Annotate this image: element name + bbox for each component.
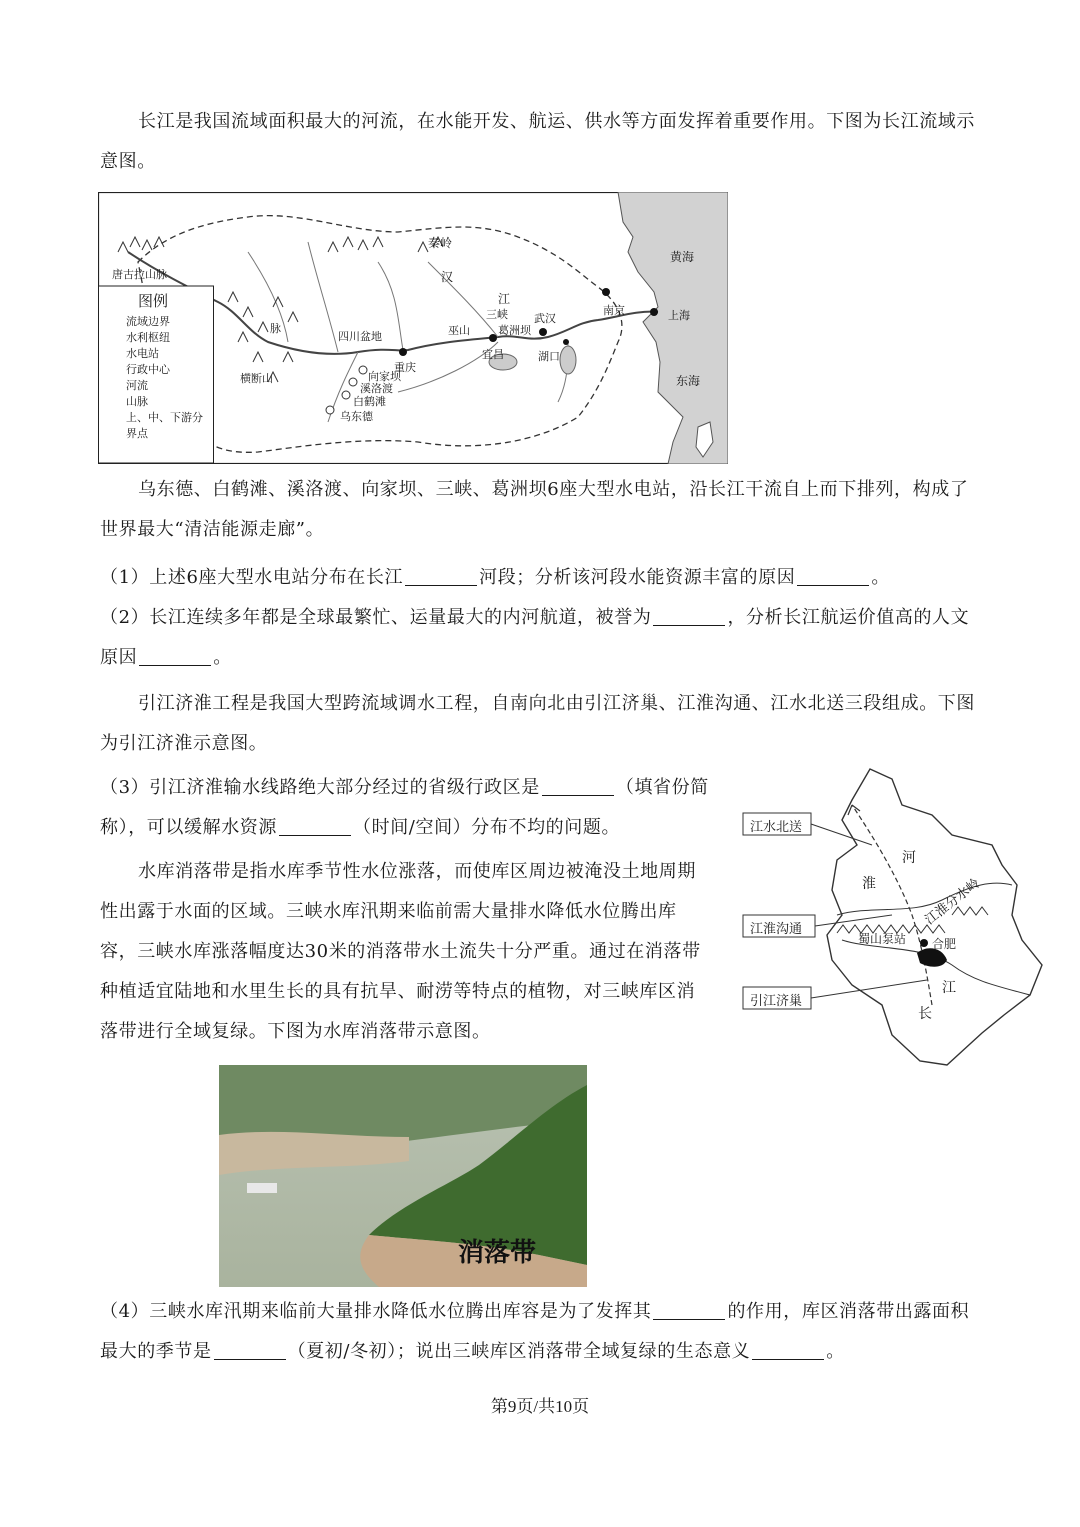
diversion-map <box>742 765 1044 1073</box>
hydropower-text: 乌东德、白鹤滩、溪洛渡、向家坝、三峡、葛洲坝6座大型水电站，沿长江干流自上而下排列，构成了世界最大“清洁能源走廊”。 <box>100 479 969 540</box>
q3-part-a: （3）引江济淮输水线路绝大部分经过的省级行政区是 <box>100 777 540 798</box>
photo-caption: 消落带 <box>457 1238 536 1268</box>
drawdown-zone-text: 水库消落带是指水库季节性水位涨落，而使库区周边被淹没土地周期性出露于水面的区域。三峡水库汛期来临前需大量排水降低水位腾出库容，三峡水库涨落幅度达30米的消落带水土流失十分严重。通过在消落带种植适宜陆地和水里生长的具有抗旱、耐涝等特点的植物，对三峡库区消落带进行全域复绿。下图为水库消落带示意图。 <box>100 861 701 1042</box>
q2-blank-1[interactable] <box>653 607 725 626</box>
q3-part-b: （填省份简称），可以缓解水资源 <box>100 777 709 838</box>
label-gezhouba: 葛洲坝 <box>498 324 531 337</box>
label-sichuan-basin: 四川盆地 <box>338 330 382 343</box>
q4-part-b: 的作用，库区消落带出露面积最大的季节是 <box>100 1301 970 1362</box>
question-3 <box>100 768 712 848</box>
drawdown-zone-paragraph <box>100 852 712 1052</box>
q4-part-d: 。 <box>826 1341 845 1362</box>
legend-list <box>106 314 206 442</box>
question-4 <box>100 1292 980 1372</box>
label-hefei: 合肥 <box>932 937 957 951</box>
page-footer: 第9页/共10页 <box>490 1397 590 1416</box>
q3-blank-2[interactable] <box>279 817 351 836</box>
label-qinling: 秦岭 <box>428 236 453 250</box>
legend-title: 图例 <box>138 292 169 310</box>
legend-item-hydro: 水电站 <box>126 347 159 360</box>
intro-paragraph <box>100 102 980 182</box>
q1-blank-1[interactable] <box>405 567 477 586</box>
legend-item-division: 上、中、下游分界点 <box>126 411 203 440</box>
label-nanjing: 南京 <box>603 304 625 317</box>
question-2 <box>100 598 980 678</box>
q1-part-b: 河段；分析该河段水能资源丰富的原因 <box>479 567 796 588</box>
label-chang: 长 <box>918 1006 932 1022</box>
q3-part-c: （时间/空间）分布不均的问题。 <box>353 817 621 838</box>
label-tanggula: 唐古拉山脉 <box>112 268 167 281</box>
label-wuhan: 武汉 <box>534 312 556 325</box>
q1-part-c: 。 <box>871 567 890 588</box>
intro-text: 长江是我国流域面积最大的河流，在水能开发、航运、供水等方面发挥着重要作用。下图为长江流域示意图。 <box>100 111 975 172</box>
yangtze-basin-map <box>98 192 728 464</box>
label-baihetan: 白鹤滩 <box>353 395 386 408</box>
label-jianghuai-link: 江淮沟通 <box>750 922 803 937</box>
label-shanghai: 上海 <box>668 309 690 322</box>
label-jiang2: 江 <box>942 980 956 996</box>
label-huai: 淮 <box>862 876 876 892</box>
label-xiluodu: 溪洛渡 <box>360 382 393 395</box>
label-shushan-pump: 蜀山泵站 <box>858 932 907 946</box>
water-diversion-paragraph <box>100 684 980 764</box>
q4-blank-2[interactable] <box>214 1341 286 1360</box>
q1-part-a: （1）上述6座大型水电站分布在长江 <box>100 567 404 588</box>
label-yichang: 宜昌 <box>482 348 504 361</box>
label-donghai: 东海 <box>676 374 701 388</box>
label-jiang: 江 <box>498 292 511 306</box>
legend-item-river: 河流 <box>126 379 148 392</box>
q4-blank-3[interactable] <box>752 1341 824 1360</box>
q2-part-c: 。 <box>213 647 232 668</box>
legend-item-dam-hub: 水利枢纽 <box>126 331 170 344</box>
label-north-transfer: 江水北送 <box>750 820 803 835</box>
legend-item-admin: 行政中心 <box>126 363 170 376</box>
label-divide-ridge: 江淮分水岭 <box>922 876 983 928</box>
q2-part-b: ，分析长江航运价值高的人文原因 <box>100 607 970 668</box>
label-sanxia: 三峡 <box>486 308 508 321</box>
q1-blank-2[interactable] <box>797 567 869 586</box>
q2-blank-2[interactable] <box>139 647 211 666</box>
q3-blank-1[interactable] <box>542 777 614 796</box>
legend-item-mountain: 山脉 <box>126 395 148 408</box>
label-huanghai: 黄海 <box>670 250 695 264</box>
legend-item-boundary: 流域边界 <box>126 315 170 328</box>
label-hukou: 湖口 <box>538 350 560 363</box>
label-mai: 脉 <box>270 322 281 335</box>
label-hengduan: 横断山 <box>240 372 273 385</box>
q4-part-c: （夏初/冬初）；说出三峡库区消落带全域复绿的生态意义 <box>287 1341 751 1362</box>
q2-part-a: （2）长江连续多年都是全球最繁忙、运量最大的内河航道，被誉为 <box>100 607 652 628</box>
drawdown-zone-photo <box>219 1065 587 1287</box>
q4-blank-1[interactable] <box>653 1301 725 1320</box>
label-chongqing: 重庆 <box>394 361 416 374</box>
hydropower-paragraph <box>100 470 980 550</box>
q4-part-a: （4）三峡水库汛期来临前大量排水降低水位腾出库容是为了发挥其 <box>100 1301 652 1322</box>
label-yinjiang-jichao: 引江济巢 <box>750 994 803 1009</box>
label-xiangjiaba: 向家坝 <box>368 370 401 383</box>
label-he: 河 <box>902 850 916 866</box>
label-han: 汉 <box>441 270 454 284</box>
question-1 <box>100 558 980 598</box>
label-wudongde: 乌东德 <box>340 410 373 423</box>
label-wushan: 巫山 <box>448 324 470 337</box>
water-diversion-text: 引江济淮工程是我国大型跨流域调水工程，自南向北由引江济巢、江淮沟通、江水北送三段组成。下图为引江济淮示意图。 <box>100 693 975 754</box>
